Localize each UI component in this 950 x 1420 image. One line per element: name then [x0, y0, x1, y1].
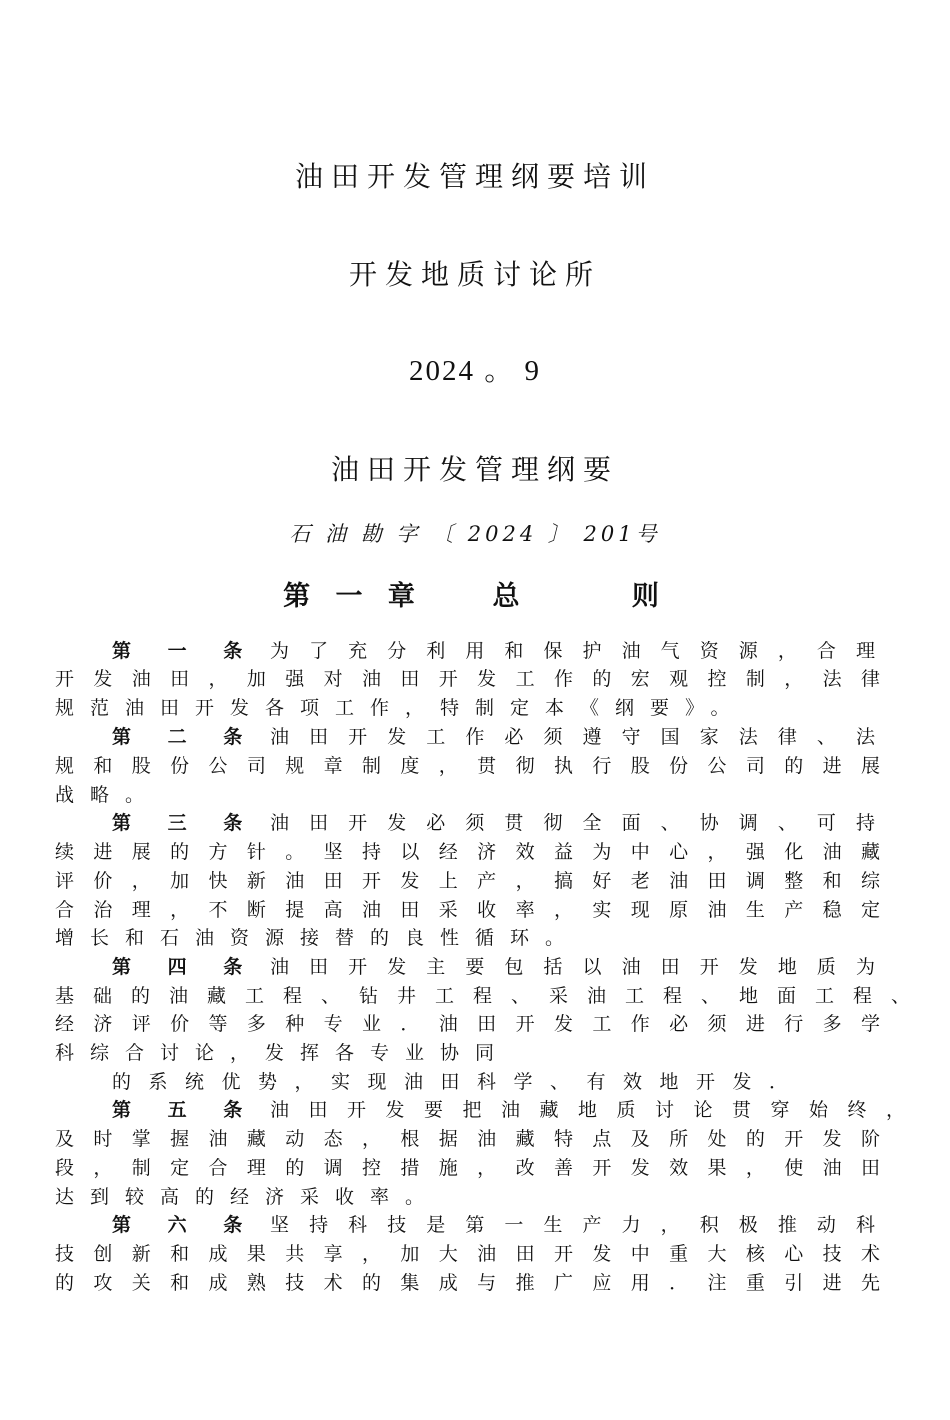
article-6-line: 技创新和成果共享，加大油田开发中重大核心技术 [55, 1243, 880, 1265]
article-2-line: 规和股份公司规章制度，贯彻执行股份公司的进展 [55, 755, 880, 777]
article-text: 为了充分利用和保护油气资源，合理 [270, 640, 875, 662]
article-4-line: 经济评价等多种专业．油田开发工作必须进行多学 [55, 1013, 880, 1035]
article-4-line: 科综合讨论，发挥各专业协同 [55, 1042, 511, 1064]
article-text: 油田开发要把油藏地质讨论贯穿始终， [270, 1099, 905, 1121]
article-text: 油田开发工作必须遵守国家法律、法 [270, 726, 875, 748]
article-4-line: 基础的油藏工程、钻井工程、采油工程、地面工程、 [55, 985, 910, 1007]
article-5-line: 及时掌握油藏动态，根据油藏特点及所处的开发阶 [55, 1128, 880, 1150]
article-3-head [112, 814, 877, 833]
article-label: 第 四 条 [112, 956, 258, 978]
institute-name: 开发地质讨论所 [348, 258, 601, 291]
article-text: 油田开发必须贯彻全面、协调、可持 [270, 812, 875, 834]
article-6-head [112, 1216, 877, 1235]
document-number: 石 油 勘 字 〔 2024 〕 201号 [289, 522, 661, 546]
article-1-head [112, 642, 877, 661]
article-3-line: 评价，加快新油田开发上产，搞好老油田调整和综 [55, 870, 880, 892]
article-label: 第 六 条 [112, 1214, 258, 1236]
article-2-head [112, 728, 877, 747]
document-title: 油田开发管理纲要 [330, 453, 619, 486]
cover-date: 2024 。 9 [408, 355, 541, 387]
article-1-line: 规范油田开发各项工作，特制定本《纲要》。 [55, 697, 746, 719]
article-2-line: 战略。 [55, 784, 161, 806]
training-title: 油田开发管理纲要培训 [294, 160, 655, 193]
article-3-line: 续进展的方针。坚持以经济效益为中心，强化油藏 [55, 841, 880, 863]
article-5-line: 达到较高的经济采收率。 [55, 1186, 441, 1208]
article-text: 油田开发主要包括以油田开发地质为 [270, 956, 875, 978]
chapter-title: 第 一 章 总 则 [283, 581, 667, 612]
article-6-line: 的攻关和成熟技术的集成与推广应用．注重引进先 [55, 1272, 880, 1294]
article-label: 第 五 条 [112, 1099, 258, 1121]
article-label: 第 二 条 [112, 726, 258, 748]
article-1-line: 开发油田，加强对油田开发工作的宏观控制，法律 [55, 668, 880, 690]
article-3-line: 增长和石油资源接替的良性循环。 [55, 927, 581, 949]
article-3-line: 合治理，不断提高油田采收率，实现原油生产稳定 [55, 899, 880, 921]
article-label: 第 一 条 [112, 640, 258, 662]
article-text: 坚持科技是第一生产力，积极推动科 [270, 1214, 875, 1236]
article-5-head [112, 1101, 907, 1120]
article-4-tail: 的系统优势，实现油田科学、有效地开发． [112, 1071, 806, 1093]
article-5-line: 段，制定合理的调控措施，改善开发效果，使油田 [55, 1157, 880, 1179]
article-label: 第 三 条 [112, 812, 258, 834]
article-4-head [112, 958, 877, 977]
